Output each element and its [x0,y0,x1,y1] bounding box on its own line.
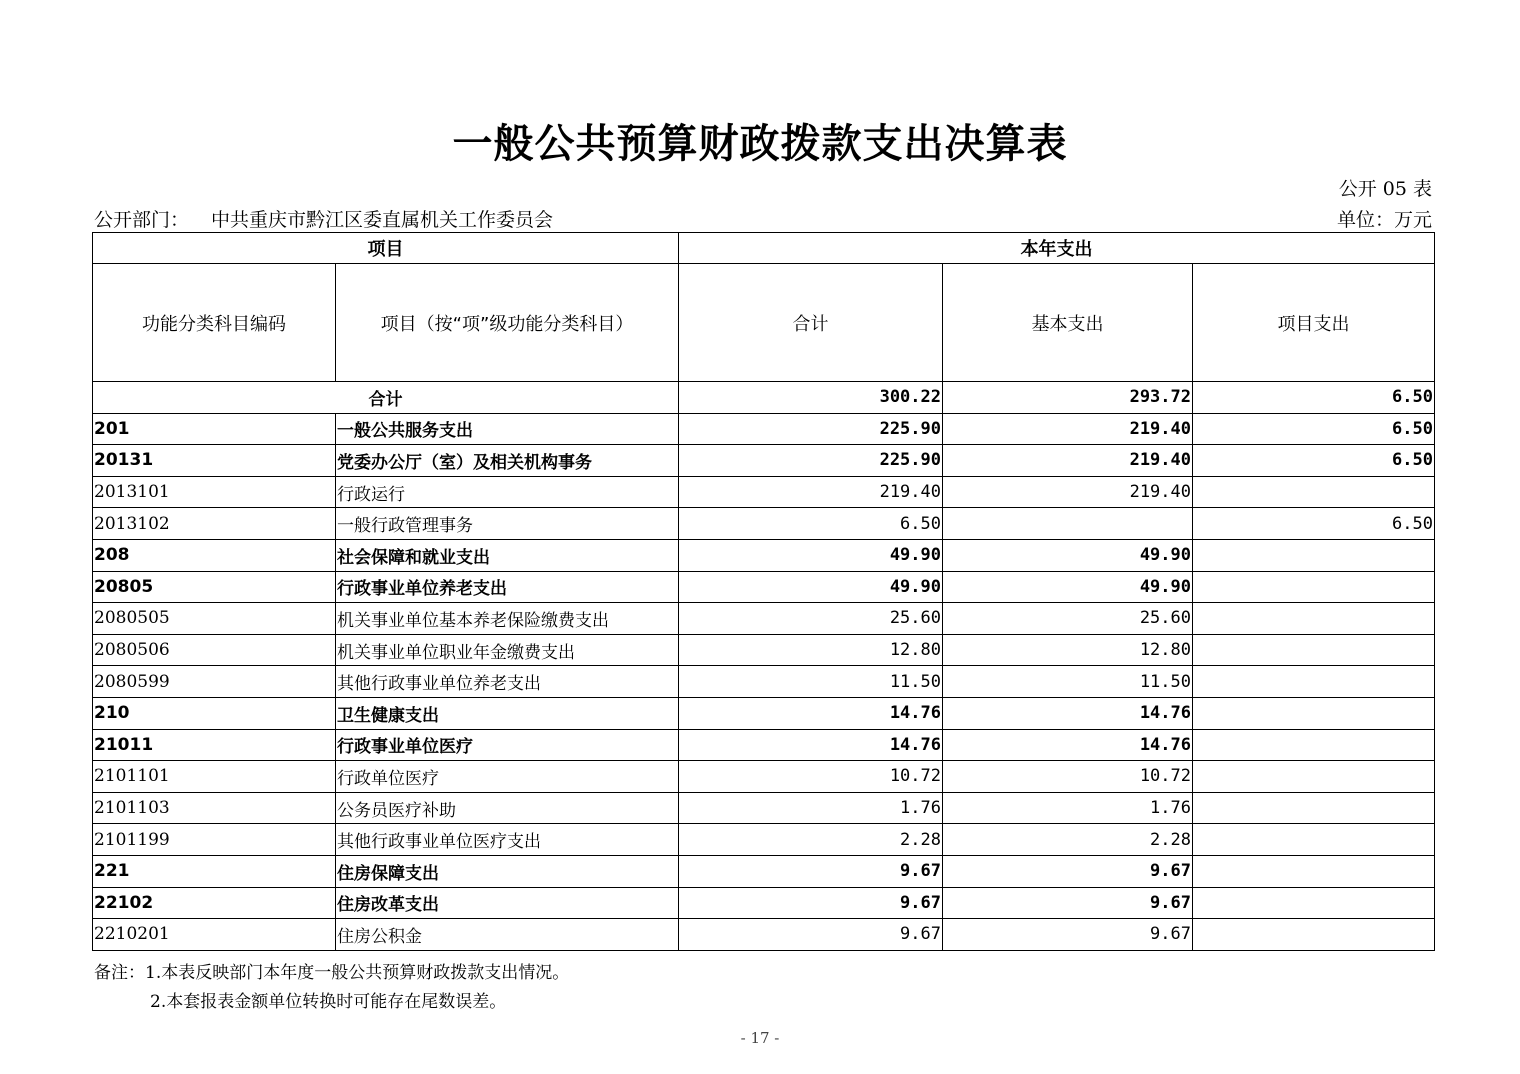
row-name: 卫生健康支出 [336,697,679,729]
table-row [93,824,1435,856]
header-year-expenditure: 本年支出 [679,233,1435,264]
row-code: 2013101 [93,476,336,508]
form-number: 公开 05 表 [1338,178,1432,200]
note-1: 备注：1.本表反映部门本年度一般公共预算财政拨款支出情况。 [94,963,570,983]
row-total: 9.67 [679,919,943,951]
column-header-name: 项目（按“项”级功能分类科目） [336,264,679,382]
row-basic: 49.90 [943,539,1193,571]
row-name: 一般行政管理事务 [336,508,679,540]
table-row [93,887,1435,919]
row-project [1193,887,1435,919]
total-row [93,382,1435,414]
row-basic: 219.40 [943,413,1193,445]
row-basic: 11.50 [943,666,1193,698]
row-project [1193,571,1435,603]
table-row [93,571,1435,603]
table-row [93,508,1435,540]
row-code: 2101101 [93,761,336,793]
row-name: 行政事业单位养老支出 [336,571,679,603]
header-row-columns [93,264,1435,382]
total-sum: 300.22 [679,382,943,414]
row-code: 2080505 [93,603,336,635]
row-total: 14.76 [679,729,943,761]
department-name: 中共重庆市黔江区委直属机关工作委员会 [211,209,554,231]
row-name: 其他行政事业单位养老支出 [336,666,679,698]
row-project [1193,919,1435,951]
row-code: 2101199 [93,824,336,856]
row-total: 25.60 [679,603,943,635]
row-project [1193,603,1435,635]
row-project: 6.50 [1193,413,1435,445]
table-row [93,729,1435,761]
row-basic: 14.76 [943,697,1193,729]
row-basic: 1.76 [943,792,1193,824]
row-code: 2080506 [93,634,336,666]
row-code: 2080599 [93,666,336,698]
row-basic: 14.76 [943,729,1193,761]
table-row [93,445,1435,477]
row-project [1193,855,1435,887]
total-basic: 293.72 [943,382,1193,414]
row-code: 2013102 [93,508,336,540]
row-total: 11.50 [679,666,943,698]
row-name: 一般公共服务支出 [336,413,679,445]
row-name: 行政事业单位医疗 [336,729,679,761]
row-name: 机关事业单位职业年金缴费支出 [336,634,679,666]
row-code: 210 [93,697,336,729]
column-header-code: 功能分类科目编码 [93,264,336,382]
row-total: 6.50 [679,508,943,540]
column-header-basic: 基本支出 [943,264,1193,382]
row-basic: 49.90 [943,571,1193,603]
table-row [93,634,1435,666]
row-project [1193,476,1435,508]
row-code: 201 [93,413,336,445]
row-code: 20131 [93,445,336,477]
row-name: 公务员医疗补助 [336,792,679,824]
row-total: 9.67 [679,887,943,919]
department-line [94,205,553,232]
note-2: 2.本套报表金额单位转换时可能存在尾数误差。 [150,992,507,1012]
table-row [93,855,1435,887]
row-name: 住房公积金 [336,919,679,951]
row-basic: 12.80 [943,634,1193,666]
row-code: 20805 [93,571,336,603]
unit-label: 单位：万元 [1336,209,1432,231]
column-header-project: 项目支出 [1193,264,1435,382]
header-row-top [93,233,1435,264]
row-name: 住房改革支出 [336,887,679,919]
table-row [93,413,1435,445]
row-total: 219.40 [679,476,943,508]
table-row [93,792,1435,824]
page-title: 一般公共预算财政拨款支出决算表 [452,121,1068,167]
column-header-total: 合计 [679,264,943,382]
row-total: 225.90 [679,413,943,445]
row-basic: 219.40 [943,445,1193,477]
row-code: 22102 [93,887,336,919]
row-total: 225.90 [679,445,943,477]
total-label: 合计 [93,382,679,414]
row-project [1193,761,1435,793]
row-name: 社会保障和就业支出 [336,539,679,571]
table-row [93,761,1435,793]
row-name: 党委办公厅（室）及相关机构事务 [336,445,679,477]
row-total: 49.90 [679,539,943,571]
row-total: 12.80 [679,634,943,666]
budget-table [92,232,1435,951]
row-total: 2.28 [679,824,943,856]
row-basic: 2.28 [943,824,1193,856]
row-basic: 10.72 [943,761,1193,793]
row-basic [943,508,1193,540]
row-project [1193,634,1435,666]
row-project [1193,729,1435,761]
row-basic: 25.60 [943,603,1193,635]
row-total: 49.90 [679,571,943,603]
row-basic: 9.67 [943,887,1193,919]
total-project: 6.50 [1193,382,1435,414]
table-row [93,603,1435,635]
table-row [93,666,1435,698]
row-project [1193,792,1435,824]
row-code: 2101103 [93,792,336,824]
row-name: 住房保障支出 [336,855,679,887]
header-item: 项目 [93,233,679,264]
row-code: 2210201 [93,919,336,951]
table-row [93,539,1435,571]
table-row [93,919,1435,951]
row-project [1193,666,1435,698]
row-total: 1.76 [679,792,943,824]
table-row [93,697,1435,729]
row-name: 其他行政事业单位医疗支出 [336,824,679,856]
table-row [93,476,1435,508]
row-project: 6.50 [1193,445,1435,477]
row-project [1193,539,1435,571]
row-basic: 9.67 [943,855,1193,887]
row-project [1193,697,1435,729]
row-name: 机关事业单位基本养老保险缴费支出 [336,603,679,635]
department-label: 公开部门： [94,209,190,231]
row-code: 21011 [93,729,336,761]
row-project [1193,824,1435,856]
row-total: 14.76 [679,697,943,729]
row-name: 行政单位医疗 [336,761,679,793]
row-basic: 219.40 [943,476,1193,508]
row-code: 221 [93,855,336,887]
row-total: 9.67 [679,855,943,887]
page-number: - 17 - [740,1029,780,1047]
row-name: 行政运行 [336,476,679,508]
row-code: 208 [93,539,336,571]
row-total: 10.72 [679,761,943,793]
row-project: 6.50 [1193,508,1435,540]
row-basic: 9.67 [943,919,1193,951]
